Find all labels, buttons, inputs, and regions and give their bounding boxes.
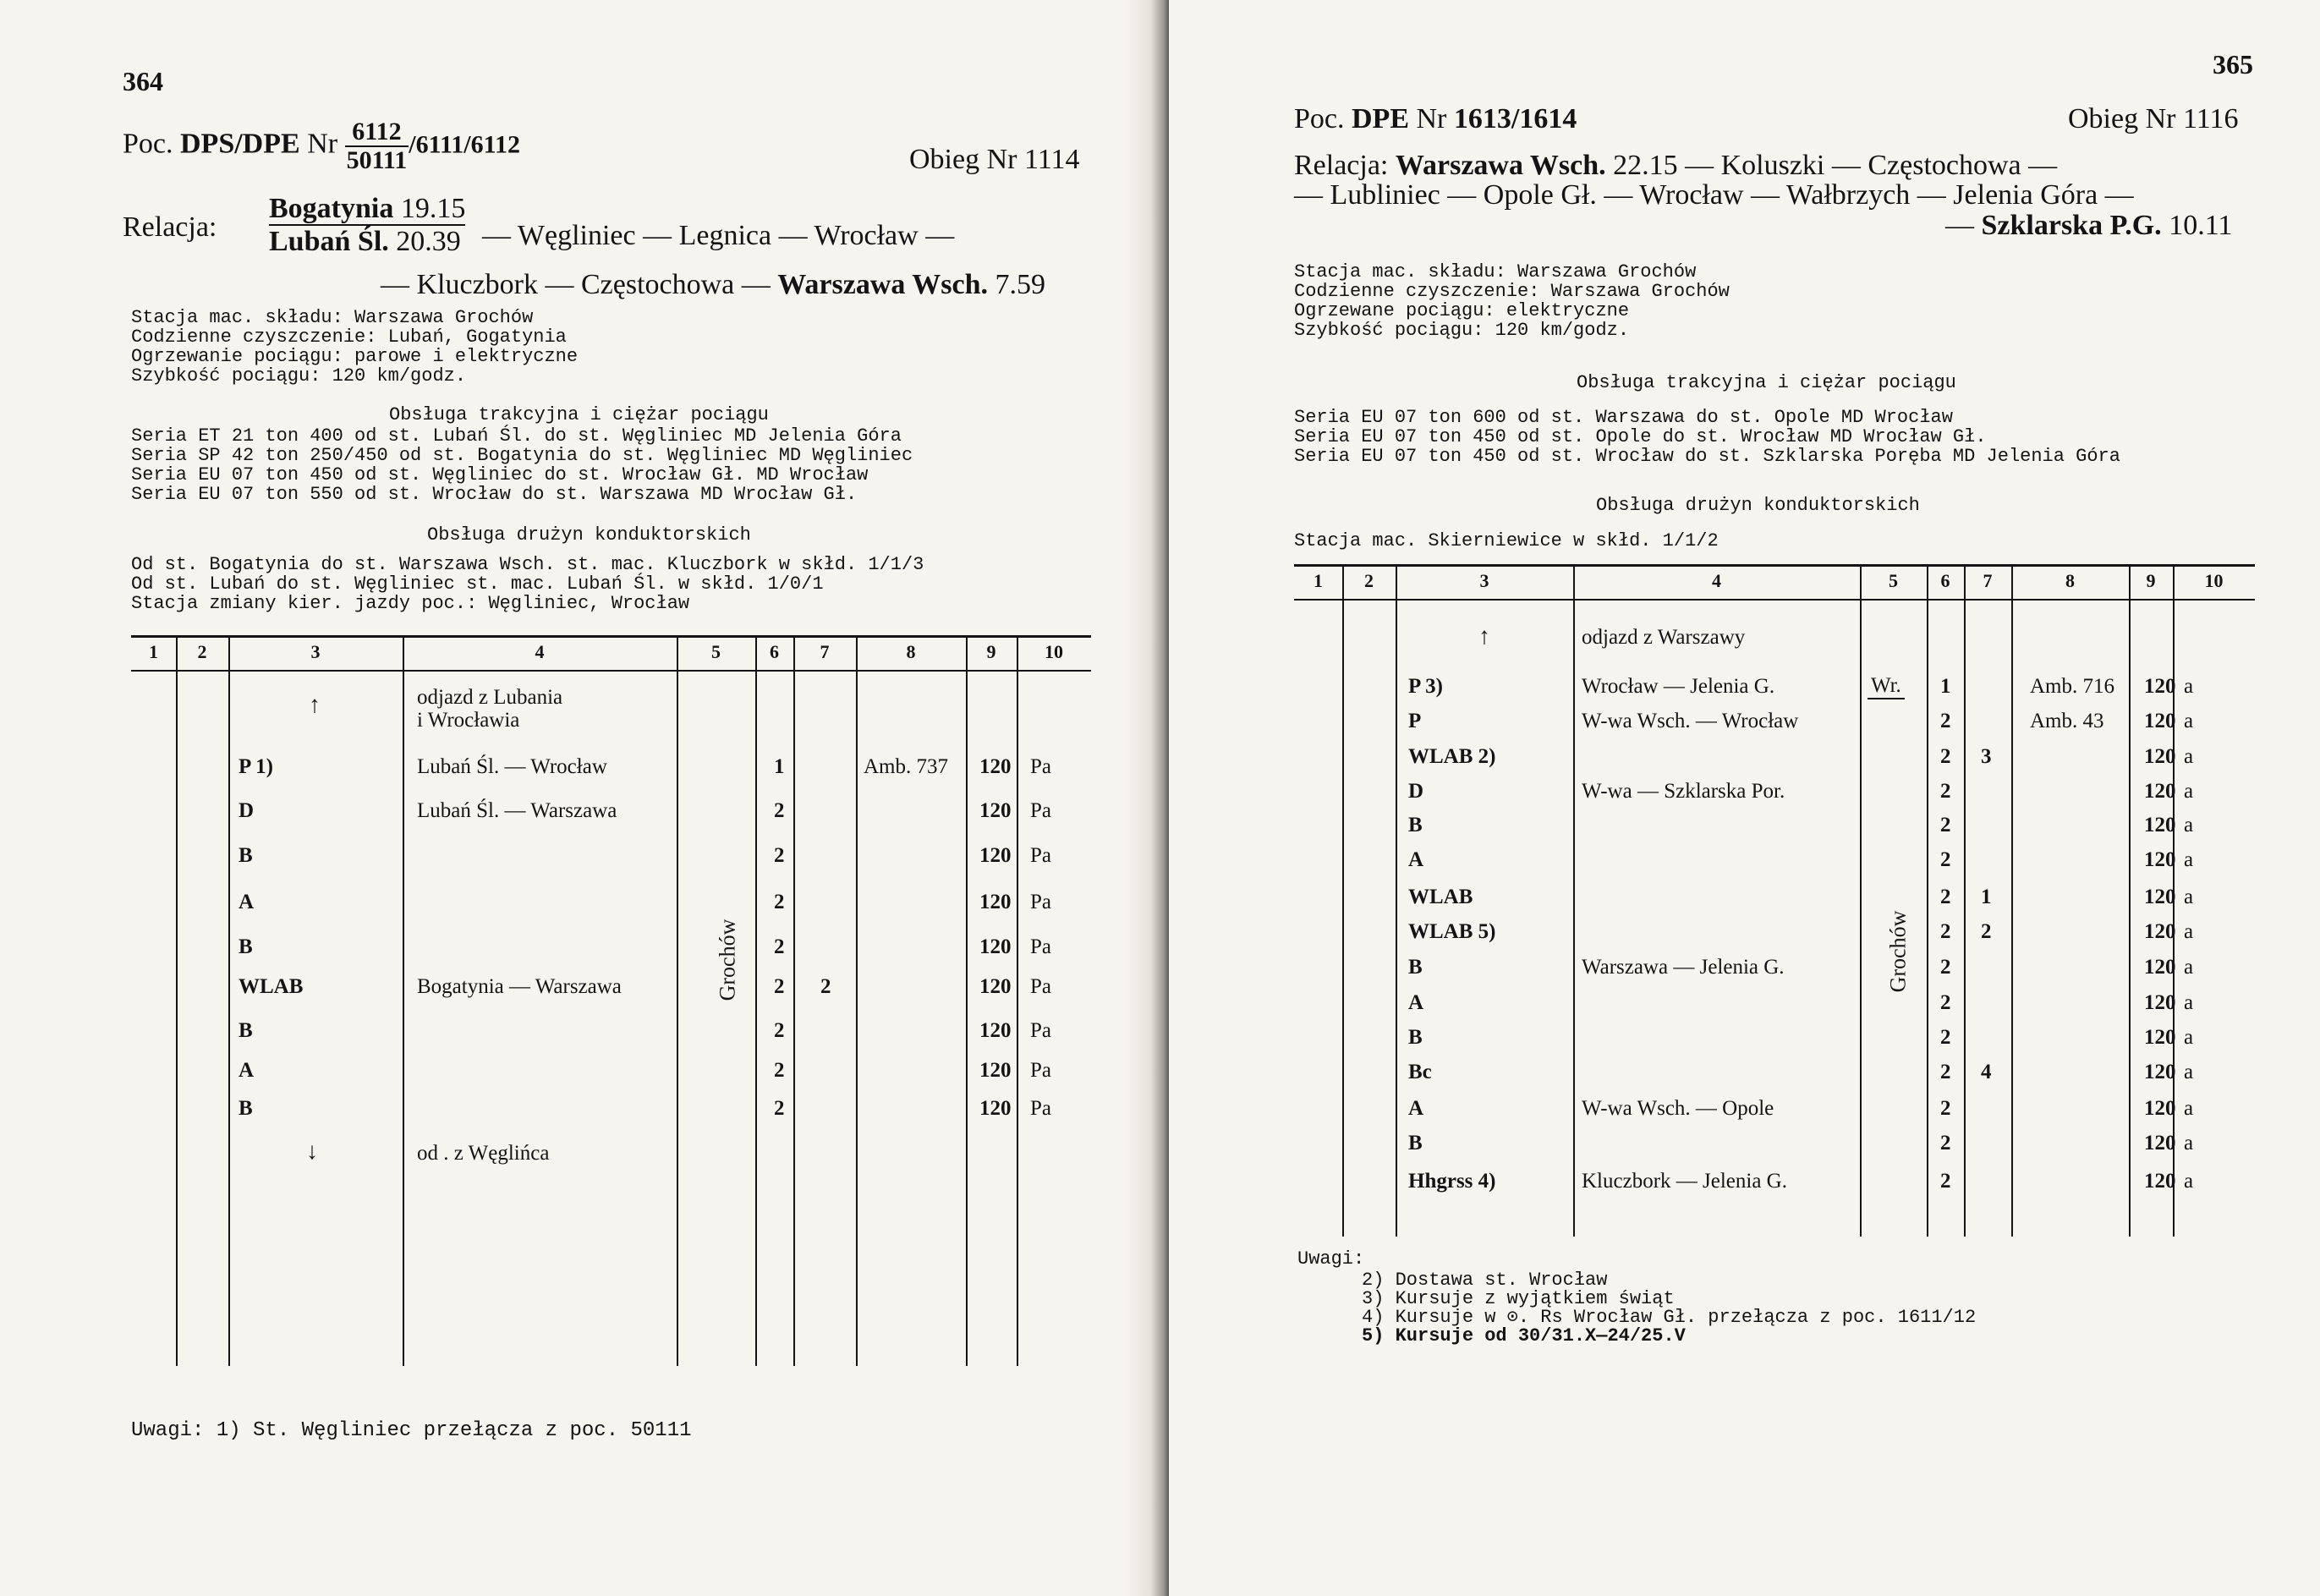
table-cell-c9: 120	[979, 935, 1012, 958]
table-cell-c9: 120	[979, 891, 1012, 913]
table-cell-c9: 120	[2144, 886, 2176, 908]
table-cell-c6: 2	[1940, 956, 1951, 979]
departure-note-line1: odjazd z Lubania	[417, 686, 563, 709]
page-number: 364	[123, 66, 163, 96]
column-rule	[966, 635, 968, 1366]
table-cell-c9: 120	[2144, 710, 2176, 732]
fraction-top: 6112	[345, 118, 409, 147]
relacja-line1: Relacja: Warszawa Wsch. 22.15 — Koluszki — Częstochowa —	[1294, 150, 2058, 181]
table-cell-c6: 2	[1940, 1026, 1951, 1049]
table-cell-c6: 2	[774, 975, 785, 998]
column-rule	[856, 635, 858, 1366]
table-cell-c9: 120	[2144, 956, 2176, 979]
table-cell-c4: Lubań Śl. — Warszawa	[417, 799, 617, 822]
table-cell-c10: a	[2184, 1097, 2194, 1120]
table-cell-c9: 120	[2144, 848, 2176, 871]
info-line: Codzienne czyszczenie: Warszawa Grochów	[1294, 281, 1730, 302]
table-cell-c6: 2	[774, 1097, 785, 1120]
table-cell-c6: 2	[1940, 1170, 1951, 1193]
relacja-label: Relacja:	[123, 211, 217, 243]
table-cell-c6: 2	[1940, 886, 1951, 908]
table-cell-c6: 2	[774, 799, 785, 822]
footnote: Uwagi: 1) St. Węgliniec przełącza z poc. 50111	[131, 1419, 692, 1442]
relacja-line2: — Kluczbork — Częstochowa — Warszawa Wsch. 7.59	[381, 269, 1045, 300]
table-cell-c9: 120	[979, 844, 1012, 867]
train-type: DPE	[1352, 103, 1409, 134]
nr-label: Nr	[307, 128, 338, 160]
footnotes-label	[1297, 1250, 1364, 1269]
table-cell-c3: D	[239, 799, 255, 822]
notes-label: Uwagi:	[1297, 1248, 1365, 1270]
column-rule	[176, 635, 178, 1366]
column-header-6: 6	[770, 641, 779, 662]
table-cell-c3: P	[1408, 710, 1422, 732]
column-header-8: 8	[2065, 570, 2075, 591]
table-cell-c9: 120	[2144, 1061, 2176, 1083]
crew-line: Od st. Lubań do st. Węgliniec st. mac. Lubań Śl. w skłd. 1/0/1	[131, 573, 824, 595]
table-cell-c3: WLAB	[1408, 886, 1473, 908]
train-number: 1613/1614	[1453, 103, 1577, 134]
column-header-4: 4	[535, 641, 545, 662]
column-header-6: 6	[1940, 570, 1950, 591]
consist-table	[1169, 0, 2320, 1596]
table-cell-c10: a	[2184, 886, 2194, 908]
column-rule	[677, 635, 678, 1366]
column-header-9: 9	[986, 641, 996, 662]
table-cell-c4: W-wa — Szklarska Por.	[1582, 780, 1785, 803]
relacja-line3: — Szklarska P.G. 10.11	[1945, 210, 2233, 241]
info-line: Szybkość pociągu: 120 km/godz.	[131, 365, 467, 387]
table-cell-c9: 120	[2144, 991, 2176, 1014]
traction-line: Seria EU 07 ton 450 od st. Opole do st. Wrocław MD Wrocław Gł.	[1294, 426, 1987, 447]
col5-first-value: Wr.	[1868, 674, 1905, 699]
table-cell-c6: 2	[1940, 780, 1951, 803]
relacja-bottom: Lubań Śl. 20.39	[269, 226, 461, 258]
column-rule	[2129, 564, 2131, 1237]
table-cell-c10: Pa	[1030, 1019, 1051, 1042]
table-cell-c3: B	[1408, 1026, 1423, 1049]
relacja-top: Bogatynia 19.15	[269, 193, 465, 226]
column-rule	[1017, 635, 1018, 1366]
table-cell-c6: 2	[1940, 1132, 1951, 1154]
arrival-note: od . z Węglińca	[417, 1142, 550, 1165]
column-header-10: 10	[1045, 641, 1063, 662]
traction-line: Seria EU 07 ton 550 od st. Wrocław do st. Warszawa MD Wrocław Gł.	[131, 484, 858, 505]
fraction-bottom: 50111	[346, 145, 408, 174]
table-cell-c10: Pa	[1030, 799, 1051, 822]
table-cell-c7: 1	[1981, 886, 1992, 908]
table-cell-c9: 120	[2144, 1097, 2176, 1120]
relacja-line1: — Węgliniec — Legnica — Wrocław —	[482, 220, 955, 251]
traction-line: Seria EU 07 ton 450 od st. Wrocław do st. Szklarska Poręba MD Jelenia Góra	[1294, 446, 2120, 467]
column-header-3: 3	[310, 641, 321, 662]
table-cell-c9: 120	[979, 755, 1012, 778]
table-cell-c7: 2	[1981, 920, 1992, 943]
table-cell-c6: 2	[1940, 1061, 1951, 1083]
table-cell-c6: 2	[774, 935, 785, 958]
note-line: 3) Kursuje z wyjątkiem świąt	[1362, 1288, 1675, 1309]
table-cell-c10: a	[2184, 991, 2194, 1014]
down-arrow-icon: ↓	[306, 1138, 318, 1165]
table-cell-c3: B	[239, 1097, 253, 1120]
info-line: Codzienne czyszczenie: Lubań, Gogatynia	[131, 326, 567, 348]
note-line: 2) Dostawa st. Wrocław	[1362, 1270, 1608, 1291]
table-cell-c9: 120	[2144, 780, 2176, 803]
table-cell-c9: 120	[2144, 745, 2176, 768]
crew-line: Od st. Bogatynia do st. Warszawa Wsch. st. mac. Kluczbork w skłd. 1/1/3	[131, 554, 924, 575]
table-cell-c3: B	[1408, 956, 1423, 979]
table-cell-c6: 2	[1940, 991, 1951, 1014]
page-number: 365	[2213, 49, 2253, 80]
table-cell-c7: 2	[820, 975, 831, 998]
table-cell-c9: 120	[2144, 814, 2176, 836]
column-rule	[1927, 564, 1928, 1237]
table-cell-c3: B	[239, 844, 253, 867]
table-cell-c9: 120	[979, 975, 1012, 998]
table-cell-c6: 2	[1940, 848, 1951, 871]
table-cell-c6: 2	[1940, 920, 1951, 943]
table-cell-c10: a	[2184, 1026, 2194, 1049]
table-cell-c10: a	[2184, 745, 2194, 768]
column-header-1: 1	[149, 641, 158, 662]
table-cell-c3: WLAB 5)	[1408, 920, 1496, 943]
table-cell-c10: a	[2184, 1132, 2194, 1154]
column-rule	[1573, 564, 1575, 1237]
table-cell-c9: 120	[979, 1019, 1012, 1042]
column-header-7: 7	[820, 641, 830, 662]
departure-note: odjazd z Warszawy	[1582, 626, 1746, 649]
table-cell-c9: 120	[2144, 1170, 2176, 1193]
note-line: 5) Kursuje od 30/31.X—24/25.V	[1362, 1325, 1686, 1346]
traction-line: Seria EU 07 ton 600 od st. Warszawa do st. Opole MD Wrocław	[1294, 407, 1953, 428]
table-cell-c10: Pa	[1030, 1097, 1051, 1120]
traction-title: Obsługa trakcyjna i ciężar pociągu	[1577, 372, 1956, 393]
column-header-8: 8	[906, 641, 916, 662]
table-cell-c3: B	[239, 1019, 253, 1042]
table-cell-c10: a	[2184, 956, 2194, 979]
obieg-text: Obieg Nr 1114	[909, 144, 1080, 175]
column-rule	[1396, 564, 1397, 1237]
table-cell-c3: Hhgrss 4)	[1408, 1170, 1496, 1193]
table-cell-c3: P 1)	[239, 755, 273, 778]
crew-title: Obsługa drużyn konduktorskich	[1596, 495, 1920, 516]
table-cell-c10: Pa	[1030, 975, 1051, 998]
table-cell-c3: B	[239, 935, 253, 958]
column-rule	[228, 635, 230, 1366]
table-cell-c4: Kluczbork — Jelenia G.	[1582, 1170, 1787, 1193]
column-rule	[755, 635, 757, 1366]
table-cell-c3: P 3)	[1408, 675, 1443, 698]
table-cell-c6: 2	[1940, 814, 1951, 836]
table-cell-c6: 2	[1940, 710, 1951, 732]
table-header-rule	[131, 670, 1091, 672]
table-cell-c10: a	[2184, 780, 2194, 803]
table-cell-c10: a	[2184, 1170, 2194, 1193]
table-cell-c4: W-wa Wsch. — Wrocław	[1582, 710, 1799, 732]
up-arrow-icon: ↑	[1478, 623, 1490, 650]
table-cell-c3: B	[1408, 814, 1423, 836]
table-cell-c4: Bogatynia — Warszawa	[417, 975, 622, 998]
table-cell-c10: a	[2184, 710, 2194, 732]
table-cell-c6: 2	[774, 891, 785, 913]
column-rule	[1860, 564, 1862, 1237]
table-cell-c6: 2	[774, 1019, 785, 1042]
table-cell-c10: Pa	[1030, 844, 1051, 867]
table-cell-c4: Lubań Śl. — Wrocław	[417, 755, 607, 778]
table-cell-c3: A	[239, 891, 255, 913]
table-cell-c10: a	[2184, 814, 2194, 836]
column-header-10: 10	[2204, 570, 2224, 591]
table-cell-c9: 120	[979, 799, 1012, 822]
table-cell-c6: 2	[1940, 1097, 1951, 1120]
crew-line: Stacja zmiany kier. jazdy poc.: Węgliniec, Wrocław	[131, 593, 690, 614]
table-cell-c10: a	[2184, 848, 2194, 871]
table-cell-c6: 1	[774, 755, 785, 778]
table-cell-c8: Amb. 716	[2030, 675, 2114, 698]
table-cell-c6: 2	[774, 844, 785, 867]
table-cell-c3: Bc	[1408, 1061, 1432, 1083]
column-header-9: 9	[2146, 570, 2156, 591]
table-cell-c3: A	[1408, 991, 1424, 1014]
column-rule	[793, 635, 795, 1366]
info-line: Stacja mac. składu: Warszawa Grochów	[131, 307, 534, 328]
table-cell-c10: Pa	[1030, 891, 1051, 913]
nr-label: Nr	[1416, 103, 1447, 134]
train-number-rest: /6111/6112	[409, 130, 520, 159]
table-cell-c3: A	[1408, 848, 1424, 871]
table-cell-c10: Pa	[1030, 755, 1051, 778]
table-cell-c10: Pa	[1030, 935, 1051, 958]
table-cell-c4: Warszawa — Jelenia G.	[1582, 956, 1785, 979]
table-cell-c3: WLAB	[239, 975, 304, 998]
traction-line: Seria SP 42 ton 250/450 od st. Bogatynia do st. Węgliniec MD Węgliniec	[131, 445, 913, 466]
table-top-rule	[131, 635, 1091, 638]
column-header-2: 2	[197, 641, 207, 662]
info-line: Stacja mac. składu: Warszawa Grochów	[1294, 261, 1697, 282]
column-header-7: 7	[1983, 570, 1993, 591]
traction-line: Seria EU 07 ton 450 od st. Węgliniec do st. Wrocław Gł. MD Wrocław	[131, 464, 869, 485]
table-header-rule	[1294, 599, 2255, 601]
crew-line: Stacja mac. Skierniewice w skłd. 1/1/2	[1294, 530, 1719, 551]
up-arrow-icon: ↑	[309, 692, 321, 718]
train-type: DPS/DPE	[180, 128, 300, 160]
obieg-number: Obieg Nr 1116	[2068, 103, 2239, 134]
table-cell-c9: 120	[2144, 675, 2176, 698]
table-cell-c10: a	[2184, 920, 2194, 943]
table-cell-c9: 120	[2144, 1026, 2176, 1049]
column-header-3: 3	[1479, 570, 1489, 591]
vertical-station-label: Grochów	[1885, 910, 1911, 993]
table-cell-c9: 120	[979, 1097, 1012, 1120]
table-cell-c7: 3	[1981, 745, 1992, 768]
vertical-station-label: Grochów	[715, 919, 740, 1001]
traction-title: Obsługa trakcyjna i ciężar pociągu	[389, 404, 769, 425]
table-cell-c3: D	[1408, 780, 1424, 803]
table-cell-c4: Wrocław — Jelenia G.	[1582, 675, 1775, 698]
footnotes	[1362, 1271, 1976, 1346]
poc-prefix: Poc.	[123, 128, 173, 160]
departure-note-line2: i Wrocławia	[417, 709, 520, 732]
table-cell-c10: a	[2184, 675, 2194, 698]
table-cell-c3: A	[1408, 1097, 1424, 1120]
table-cell-c6: 1	[1940, 675, 1951, 698]
info-line: Ogrzewane pociągu: elektryczne	[1294, 300, 1630, 321]
note-line: 4) Kursuje w ⊙. Rs Wrocław Gł. przełącza z poc. 1611/12	[1362, 1307, 1977, 1328]
info-line: Szybkość pociągu: 120 km/godz.	[1294, 320, 1630, 341]
traction-line: Seria ET 21 ton 400 od st. Lubań Śl. do st. Węgliniec MD Jelenia Góra	[131, 425, 902, 447]
table-cell-c9: 120	[979, 1059, 1012, 1082]
column-header-2: 2	[1364, 570, 1374, 591]
table-top-rule	[1294, 564, 2255, 567]
column-rule	[1964, 564, 1966, 1237]
table-cell-c9: 120	[2144, 920, 2176, 943]
table-cell-c10: Pa	[1030, 1059, 1051, 1082]
crew-title: Obsługa drużyn konduktorskich	[427, 524, 751, 546]
poc-prefix: Poc.	[1294, 103, 1345, 134]
column-rule	[1342, 564, 1344, 1237]
table-cell-c3: B	[1408, 1132, 1423, 1154]
table-cell-c10: a	[2184, 1061, 2194, 1083]
table-cell-c7: 4	[1981, 1061, 1992, 1083]
table-cell-c4: W-wa Wsch. — Opole	[1582, 1097, 1774, 1120]
column-header-5: 5	[711, 641, 721, 662]
table-cell-c3: WLAB 2)	[1408, 745, 1496, 768]
table-cell-c3: A	[239, 1059, 255, 1082]
relacja-line2: — Lubliniec — Opole Gł. — Wrocław — Wałbrzych — Jelenia Góra —	[1294, 179, 2134, 211]
column-header-5: 5	[1889, 570, 1898, 591]
table-cell-c6: 2	[1940, 745, 1951, 768]
table-cell-c8: Amb. 43	[2030, 710, 2104, 732]
column-header-4: 4	[1712, 570, 1721, 591]
table-cell-c6: 2	[774, 1059, 785, 1082]
column-rule	[403, 635, 404, 1366]
table-cell-c8: Amb. 737	[864, 755, 948, 778]
right-page	[1169, 0, 2320, 1596]
column-rule	[2011, 564, 2013, 1237]
info-line: Ogrzewanie pociągu: parowe i elektryczne	[131, 346, 579, 367]
column-header-1: 1	[1314, 570, 1323, 591]
table-cell-c9: 120	[2144, 1132, 2176, 1154]
